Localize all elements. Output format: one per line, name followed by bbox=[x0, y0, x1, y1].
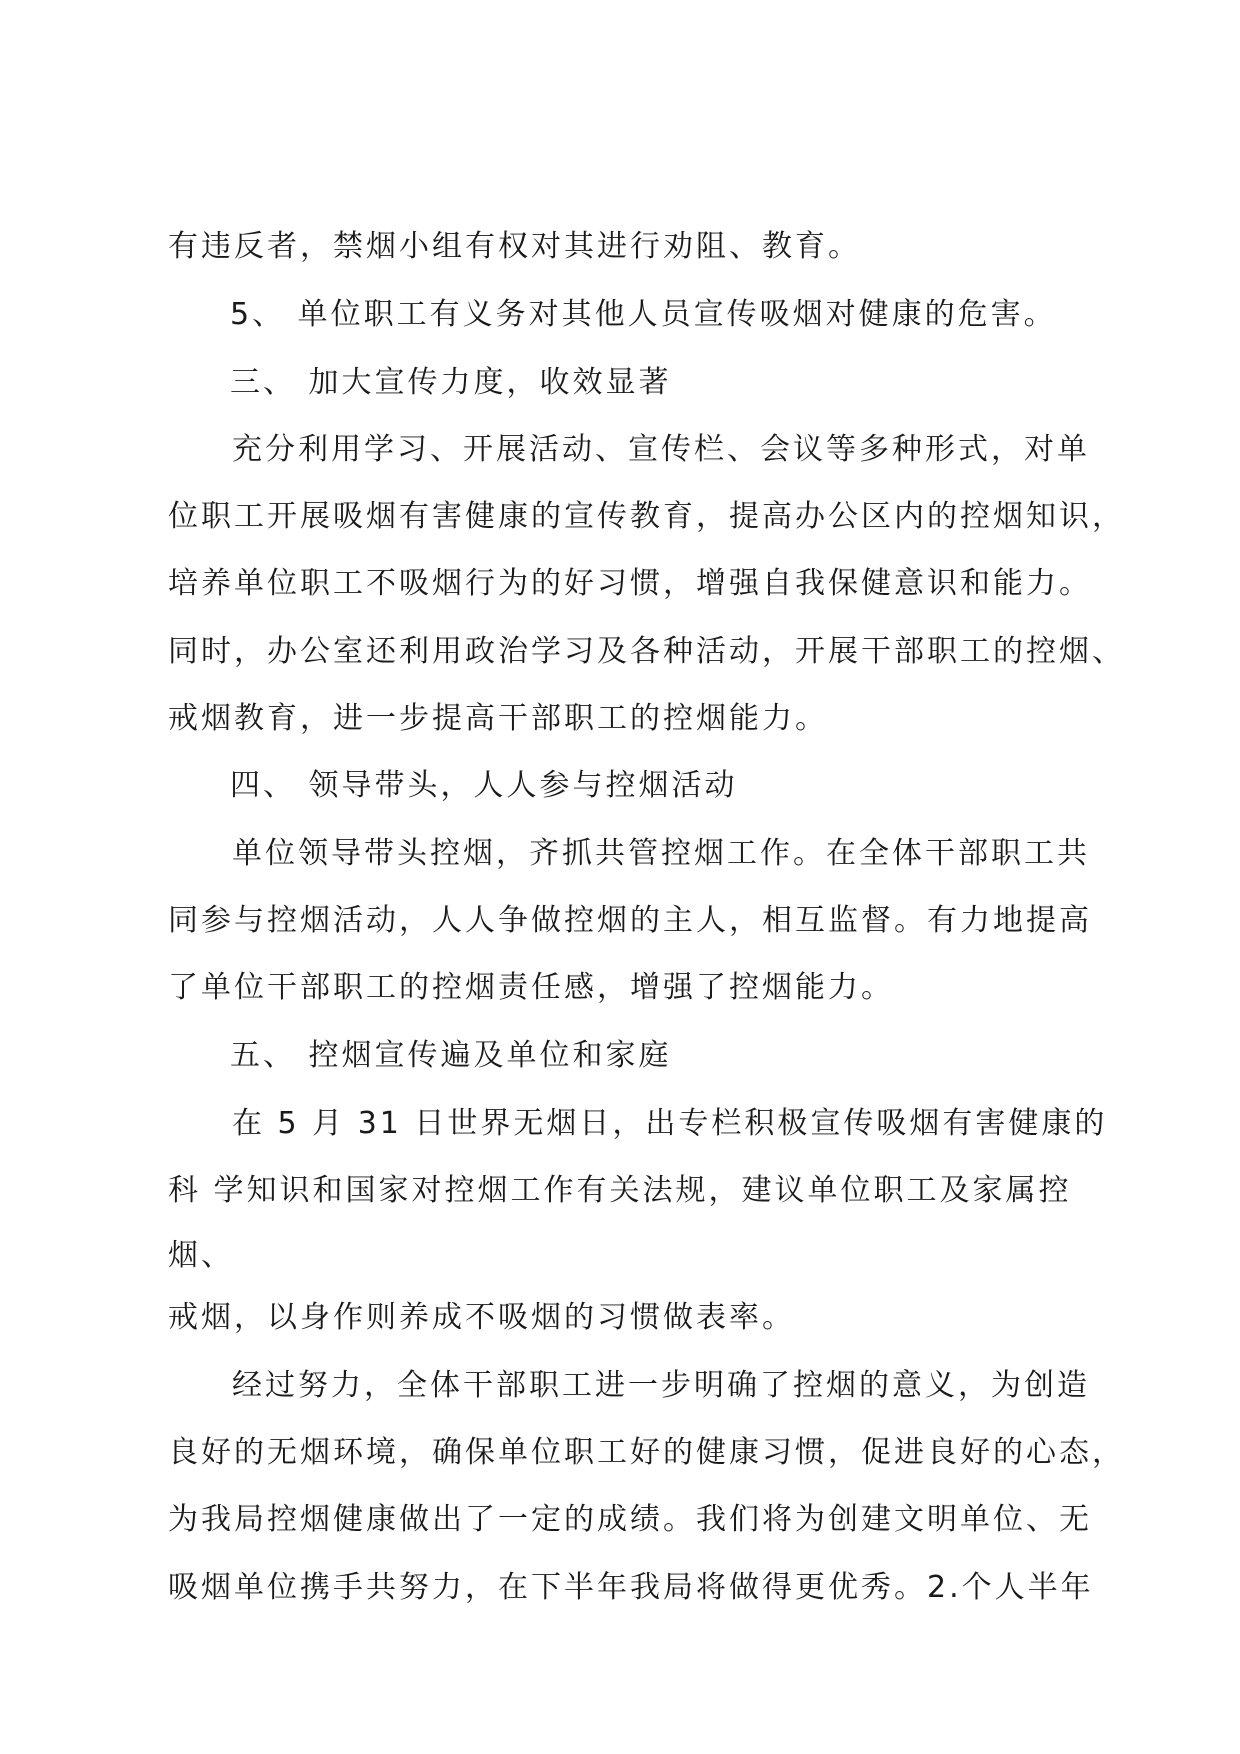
paragraph-line: 良好的无烟环境，确保单位职工好的健康习惯，促进良好的心态， bbox=[168, 1435, 1125, 1470]
paragraph-line: 为我局控烟健康做出了一定的成绩。我们将为创建文明单位、无 bbox=[168, 1502, 1092, 1537]
section-heading-4: 四、 领导带头，人人参与控烟活动 bbox=[230, 768, 738, 803]
paragraph-line: 同时，办公室还利用政治学习及各种活动，开展干部职工的控烟、 bbox=[168, 634, 1125, 669]
paragraph-line: 科 学知识和国家对控烟工作有关法规，建议单位职工及家属控 bbox=[168, 1173, 1072, 1208]
paragraph-line: 充分利用学习、开展活动、宣传栏、会议等多种形式，对单 bbox=[232, 432, 1090, 467]
body-text-line: 有违反者，禁烟小组有权对其进行劝阻、教育。 bbox=[168, 229, 861, 264]
paragraph-line: 培养单位职工不吸烟行为的好习惯，增强自我保健意识和能力。 bbox=[168, 566, 1092, 601]
paragraph-line: 在 5 月 31 日世界无烟日，出专栏积极宣传吸烟有害健康的 bbox=[232, 1106, 1108, 1141]
paragraph-line: 单位领导带头控烟，齐抓共管控烟工作。在全体干部职工共 bbox=[232, 836, 1090, 871]
paragraph-line: 位职工开展吸烟有害健康的宣传教育，提高办公区内的控烟知识， bbox=[168, 499, 1125, 534]
paragraph-line: 了单位干部职工的控烟责任感，增强了控烟能力。 bbox=[168, 970, 894, 1005]
list-item-5: 5、 单位职工有义务对其他人员宣传吸烟对健康的危害。 bbox=[230, 297, 1057, 332]
section-heading-5: 五、 控烟宣传遍及单位和家庭 bbox=[230, 1038, 672, 1073]
paragraph-line: 经过努力，全体干部职工进一步明确了控烟的意义，为创造 bbox=[232, 1368, 1090, 1403]
paragraph-line: 同参与控烟活动，人人争做控烟的主人，相互监督。有力地提高 bbox=[168, 903, 1092, 938]
paragraph-line: 烟、 bbox=[168, 1238, 234, 1273]
paragraph-line: 戒烟，以身作则养成不吸烟的习惯做表率。 bbox=[168, 1300, 795, 1335]
section-heading-3: 三、 加大宣传力度，收效显著 bbox=[230, 365, 672, 400]
paragraph-line: 戒烟教育，进一步提高干部职工的控烟能力。 bbox=[168, 701, 828, 736]
paragraph-line: 吸烟单位携手共努力，在下半年我局将做得更优秀。2.个人半年 bbox=[168, 1570, 1094, 1605]
